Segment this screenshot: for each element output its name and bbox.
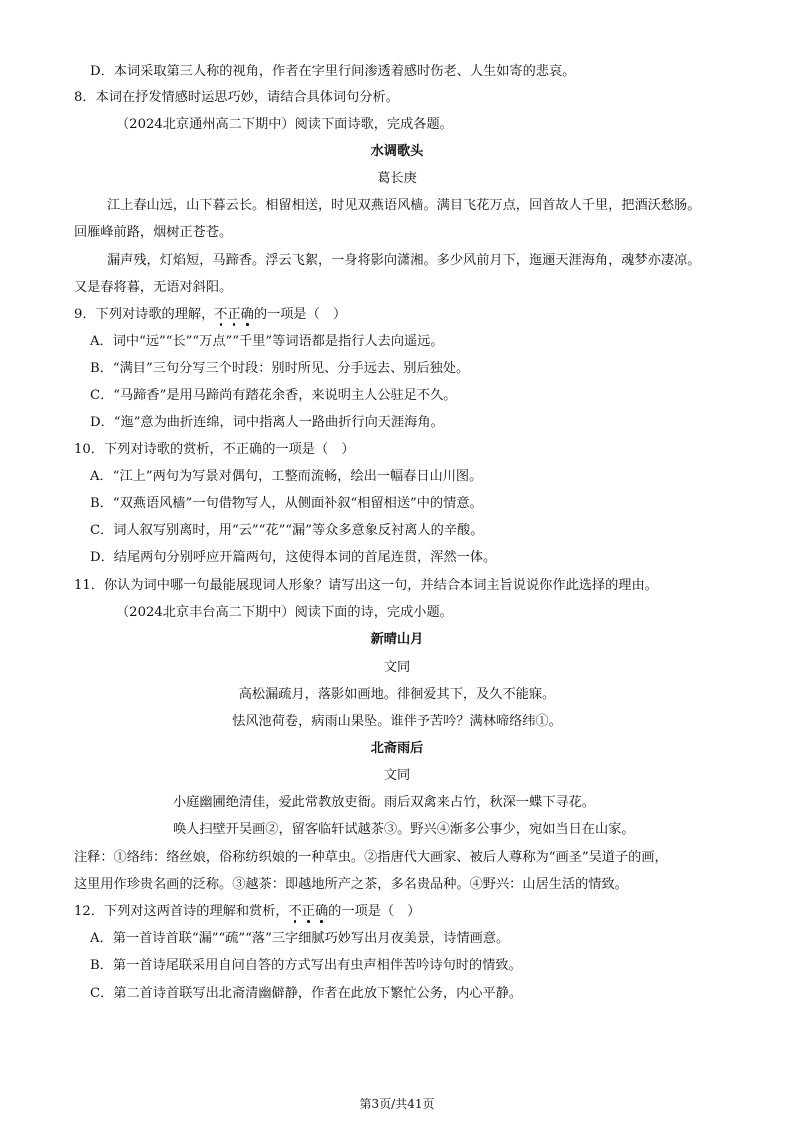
option-c: C．第二首诗首联写出北斋清幽僻静，作者在此放下繁忙公务，内心平静。 [90,986,523,1001]
emphasis-char: 正 [301,904,315,919]
option-d: D．结尾两句分别呼应开篇两句，这使得本词的首尾连贯，浑然一体。 [90,550,497,565]
annotation-line: 注释：①络纬：络丝娘，俗称纺织娘的一种草虫。②指唐代大画家、被后人尊称为“画圣”吴道子的画， [74,850,668,865]
poem-author-wentong: 文同 [383,660,411,675]
question-10: 10．下列对诗歌的赏析，不正确的一项是（ ） [74,442,355,457]
poem-text-line: 高松漏疏月，落影如画地。徘徊爱其下，及久不能寐。 [238,687,556,702]
option-a: A．“江上”两句为写景对偶句，工整而流畅，绘出一幅春日山川图。 [90,469,483,484]
option-d: D．“迤”意为曲折连绵，词中指离人一路曲折行向天涯海角。 [90,415,444,430]
poem-title-shuidiao: 水调歌头 [370,144,424,159]
option-a: A．词中“远”“长”“万点”“千里”等词语都是指行人去向遥远。 [90,334,444,349]
poem-title-beizhai: 北斋雨后 [370,741,424,756]
poem-text-line: 怯风池荷卷，病雨山果坠。谁伴予苦吟？满林啼络纬①。 [232,714,562,729]
emphasis-char: 不 [214,307,228,322]
question-8: 8．本词在抒发情感时运思巧妙，请结合具体词句分析。 [74,90,399,105]
option-d-q7: D．本词采取第三人称的视角，作者在字里行间渗透着感时伤老、人生如寄的悲哀。 [90,64,576,79]
question-9: 9．下列对诗歌的理解，不正确的一项是（ ） [74,307,347,322]
section-intro-tongzhou: （2024北京通州高二下期中）阅读下面诗歌，完成各题。 [116,117,453,132]
poem-text-line: 江上春山远，山下暮云长。相留相送，时见双燕语风樯。满目飞花万点，回首故人千里，把酒沃愁肠。 [107,198,701,213]
poem-title-xinqing: 新晴山月 [370,632,424,647]
poem-text-line: 回雁峰前路，烟树正苍苍。 [74,225,233,240]
question-12: 12．下列对这两首诗的理解和赏析，不正确的一项是（ ） [74,904,421,919]
page-number-footer: 第3页/共41页 [359,1097,435,1111]
option-b: B．“满目”三句分写三个时段：别时所见、分手远去、别后独处。 [90,361,470,376]
option-a: A．第一首诗首联“漏”“疏”“落”三字细腻巧妙写出月夜美景，诗情画意。 [90,931,510,946]
option-b: B．第一首诗尾联采用自问自答的方式写出有虫声相伴苦吟诗句时的情致。 [90,958,522,973]
poem-text-line: 小庭幽圃绝清佳，爱此常教放吏衙。雨后双禽来占竹，秋深一蝶下寻花。 [173,795,595,810]
option-c: C．“马蹄香”是用马蹄尚有踏花余香，来说明主人公驻足不久。 [90,388,457,403]
annotation-line: 这里用作珍贵名画的泛称。③越茶：即越地所产之茶，多名贵品种。④野兴：山居生活的情致。 [74,877,628,892]
poem-text-line: 又是春将暮，无语对斜阳。 [74,280,233,295]
poem-author-wentong: 文同 [383,768,411,783]
emphasis-char: 不 [288,904,302,919]
emphasis-char: 确 [240,307,254,322]
section-intro-fengtai: （2024北京丰台高二下期中）阅读下面的诗，完成小题。 [116,605,453,620]
option-b: B．“双燕语风樯”一句借物写人，从侧面补叙“相留相送”中的情意。 [90,496,483,511]
option-c: C．词人叙写别离时，用“云”“花”“漏”等众多意象反衬离人的辛酸。 [90,523,484,538]
emphasis-char: 确 [314,904,329,919]
question-11: 11．你认为词中哪一句最能展现词人形象？请写出这一句，并结合本词主旨说说你作此选择的理由。 [74,578,658,593]
emphasis-char: 正 [227,307,241,322]
poem-text-line: 唤人扫壁开吴画②，留客临轩试越茶③。野兴④渐多公事少，宛如当日在山家。 [173,822,635,837]
poem-author-ge: 葛长庚 [377,171,417,186]
poem-text-line: 漏声残，灯焰短，马蹄香。浮云飞絮，一身将影向潇湘。多少风前月下，迤逦天涯海角，魂梦亦凄凉。 [107,253,701,268]
